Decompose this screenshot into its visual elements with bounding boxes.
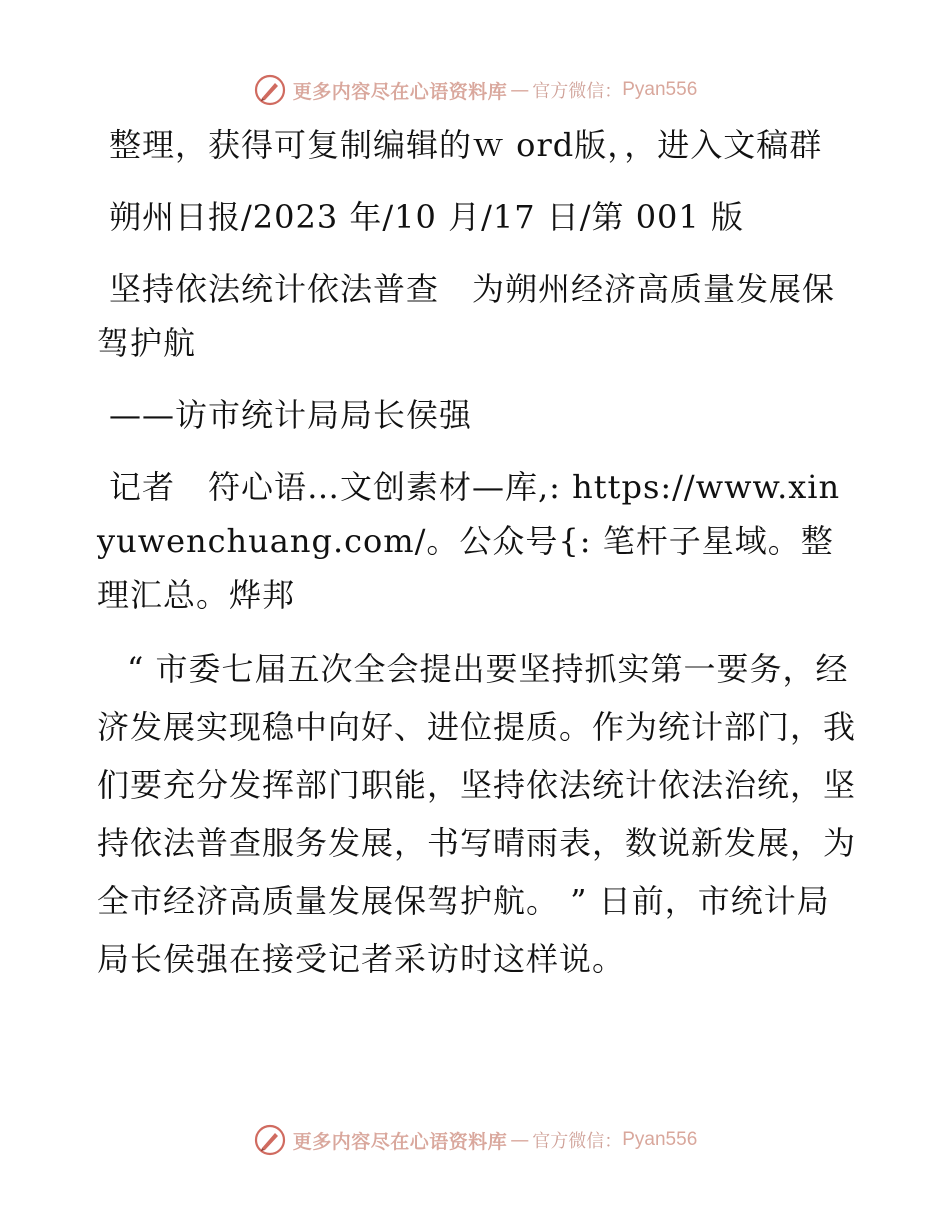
byline: 记者 符心语…文创素材—库,: https://www.xinyuwenchuang.com/。公众号{: 笔杆子星域。整理汇总。烨邦 (97, 468, 841, 614)
watermark-header (0, 70, 950, 110)
watermark-site-text: 更多内容尽在心语资料库 (292, 1130, 508, 1153)
watermark-site-text: 更多内容尽在心语资料库 (292, 80, 508, 103)
body-paragraph: “ 市委七届五次全会提出要坚持抓实第一要务，经济发展实现稳中向好、进位提质。作为统计部门，我们要充分发挥部门职能，坚持依法统计依法治统，坚持依法普查服务发展，书写晴雨表，数说新发展，为全市经济高质量发展保驾护航。 ” 日前，市统计局局长侯强在接受记者采访时这样说。 (97, 650, 857, 978)
watermark-wechat-label: 官方微信： (532, 81, 623, 102)
watermark-footer (0, 1120, 950, 1160)
document-body (97, 118, 857, 1006)
source-line: 朔州日报/2023 年/10 月/17 日/第 001 版 (109, 198, 744, 236)
watermark-wechat-id: Pyan556 (622, 79, 698, 100)
pen-logo-icon (253, 1123, 287, 1157)
headline: 坚持依法统计依法普查 为朔州经济高质量发展保驾护航 (97, 270, 836, 362)
watermark-dash: — (510, 79, 530, 101)
intro-line: 整理，获得可复制编辑的ｗ ord版，，进入文稿群 (109, 126, 823, 164)
watermark-wechat-id: Pyan556 (622, 1129, 698, 1150)
pen-logo-icon (253, 73, 287, 107)
subheadline: ——访市统计局局长侯强 (109, 396, 473, 434)
watermark-wechat-label: 官方微信： (532, 1131, 623, 1152)
watermark-dash: — (510, 1129, 530, 1151)
